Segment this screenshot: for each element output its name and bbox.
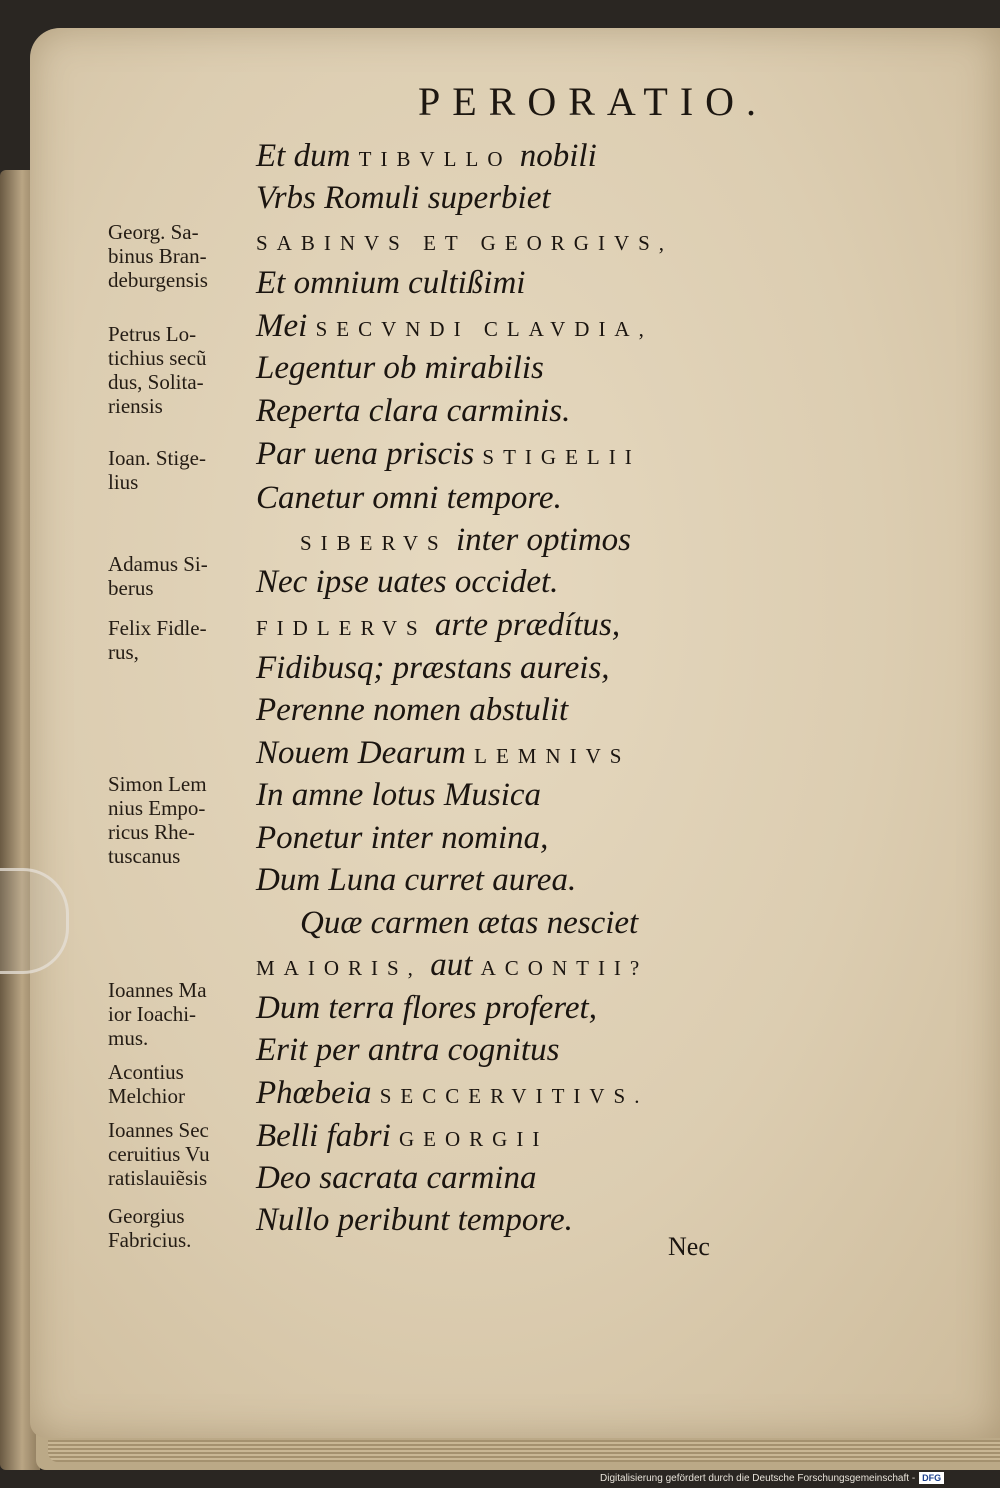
margin-note: Georg. Sa- binus Bran- deburgensis bbox=[108, 220, 208, 292]
header-period: . bbox=[746, 79, 757, 124]
margin-note: Adamus Si- berus bbox=[108, 552, 208, 600]
verse-text: Nullo peribunt tempore. bbox=[256, 1202, 573, 1238]
verse-text: Et omnium cultißimi bbox=[256, 265, 526, 301]
verse-line bbox=[300, 522, 631, 559]
verse-line bbox=[256, 265, 525, 302]
verse-caps-name: GEORGII bbox=[399, 1127, 549, 1151]
verse-text: Nec ipse uates occidet. bbox=[256, 564, 559, 600]
verse-line bbox=[256, 947, 648, 984]
verse-caps-name: LEMNIVS bbox=[474, 744, 631, 768]
verse-line bbox=[256, 138, 597, 175]
margin-note: Simon Lem nius Empo- ricus Rhe- tuscanus bbox=[108, 772, 207, 868]
verse-text: inter optimos bbox=[447, 522, 632, 558]
verse-caps-name: SIBERVS bbox=[300, 531, 448, 555]
verse-text: Et dum bbox=[256, 138, 359, 174]
verse-line bbox=[256, 990, 597, 1027]
verse-line bbox=[256, 607, 620, 644]
verse-caps-name: SECVNDI CLAVDIA, bbox=[315, 317, 653, 341]
catchword: Nec bbox=[668, 1232, 710, 1261]
verse-text: Dum Luna curret aurea. bbox=[256, 862, 577, 898]
verse-text: Legentur ob mirabilis bbox=[256, 350, 544, 386]
verse-line bbox=[256, 480, 562, 517]
verse-line bbox=[256, 692, 568, 729]
verse-line bbox=[256, 1032, 559, 1069]
verse-text: Phœbeia bbox=[256, 1075, 380, 1111]
verse-caps-name: FIDLERVS bbox=[256, 616, 427, 640]
verse-line bbox=[256, 777, 541, 814]
verse-text: Nouem Dearum bbox=[256, 735, 475, 771]
verse-text: arte prædítus, bbox=[426, 607, 621, 643]
verse-line bbox=[256, 180, 551, 217]
verse-line bbox=[256, 735, 631, 772]
verse-caps-name: STIGELII bbox=[482, 445, 641, 469]
verse-line bbox=[256, 350, 544, 387]
verse-line bbox=[256, 650, 610, 687]
verse-caps-name: ACONTII? bbox=[480, 956, 649, 980]
margin-note: Acontius Melchior bbox=[108, 1060, 185, 1108]
verse-caps-name: SECCERVITIVS. bbox=[379, 1084, 649, 1108]
verse-line bbox=[256, 222, 673, 259]
margin-note: Felix Fidle- rus, bbox=[108, 616, 207, 664]
verse-caps-name: MAIORIS, bbox=[256, 956, 422, 980]
verse-text: Par uena priscis bbox=[256, 436, 483, 472]
verse-text: Perenne nomen abstulit bbox=[256, 692, 569, 728]
header-title: PERORATIO bbox=[418, 79, 747, 124]
margin-note: Petrus Lo- tichius secũ dus, Solita- riensis bbox=[108, 322, 207, 418]
verse-line bbox=[256, 862, 576, 899]
verse-text: Erit per antra cognitus bbox=[256, 1032, 560, 1068]
verse-text: nobili bbox=[511, 138, 597, 174]
verse-text: Belli fabri bbox=[256, 1118, 399, 1154]
verse-line bbox=[300, 905, 638, 942]
verse-line bbox=[256, 436, 641, 473]
verse-text: Ponetur inter nomina, bbox=[256, 820, 549, 856]
verse-line bbox=[256, 1075, 648, 1112]
verse-line bbox=[256, 564, 558, 601]
verse-text: Vrbs Romuli superbiet bbox=[256, 180, 551, 216]
margin-note: Ioannes Ma ior Ioachi- mus. bbox=[108, 978, 207, 1050]
verse-line bbox=[256, 393, 570, 430]
footer-text: Digitalisierung gefördert durch die Deutsche Forschungsgemeinschaft - bbox=[600, 1473, 916, 1484]
verse-line bbox=[256, 1118, 548, 1155]
verse-text: In amne lotus Musica bbox=[256, 777, 542, 813]
verse-text: Reperta clara carminis. bbox=[256, 393, 571, 429]
page-bottom-edge bbox=[48, 1440, 1000, 1462]
verse-text: aut bbox=[421, 947, 481, 983]
verse-text: Canetur omni tempore. bbox=[256, 480, 562, 516]
verse-text: Dum terra flores proferet, bbox=[256, 990, 597, 1026]
verse-caps-name: TIBVLLO bbox=[358, 147, 512, 171]
verse-line bbox=[256, 1160, 536, 1197]
verse-line bbox=[256, 820, 548, 857]
verse-text: Quæ carmen ætas nesciet bbox=[300, 905, 639, 941]
margin-note: Ioan. Stige- lius bbox=[108, 446, 206, 494]
verse-line bbox=[256, 308, 653, 345]
verse-text: Mei bbox=[256, 308, 316, 344]
footer-credit bbox=[600, 1470, 944, 1488]
verse-line bbox=[256, 1202, 573, 1239]
page-header bbox=[418, 78, 756, 125]
margin-note: Ioannes Sec ceruitius Vu ratislauiẽsis bbox=[108, 1118, 210, 1190]
dfg-logo: DFG bbox=[919, 1472, 944, 1484]
bleed-through-text bbox=[600, 120, 960, 1320]
verse-caps-name: SABINVS ET GEORGIVS, bbox=[256, 231, 674, 255]
margin-note: Georgius Fabricius. bbox=[108, 1204, 192, 1252]
verse-text: Deo sacrata carmina bbox=[256, 1160, 537, 1196]
verse-text: Fidibusq; præstans aureis, bbox=[256, 650, 610, 686]
